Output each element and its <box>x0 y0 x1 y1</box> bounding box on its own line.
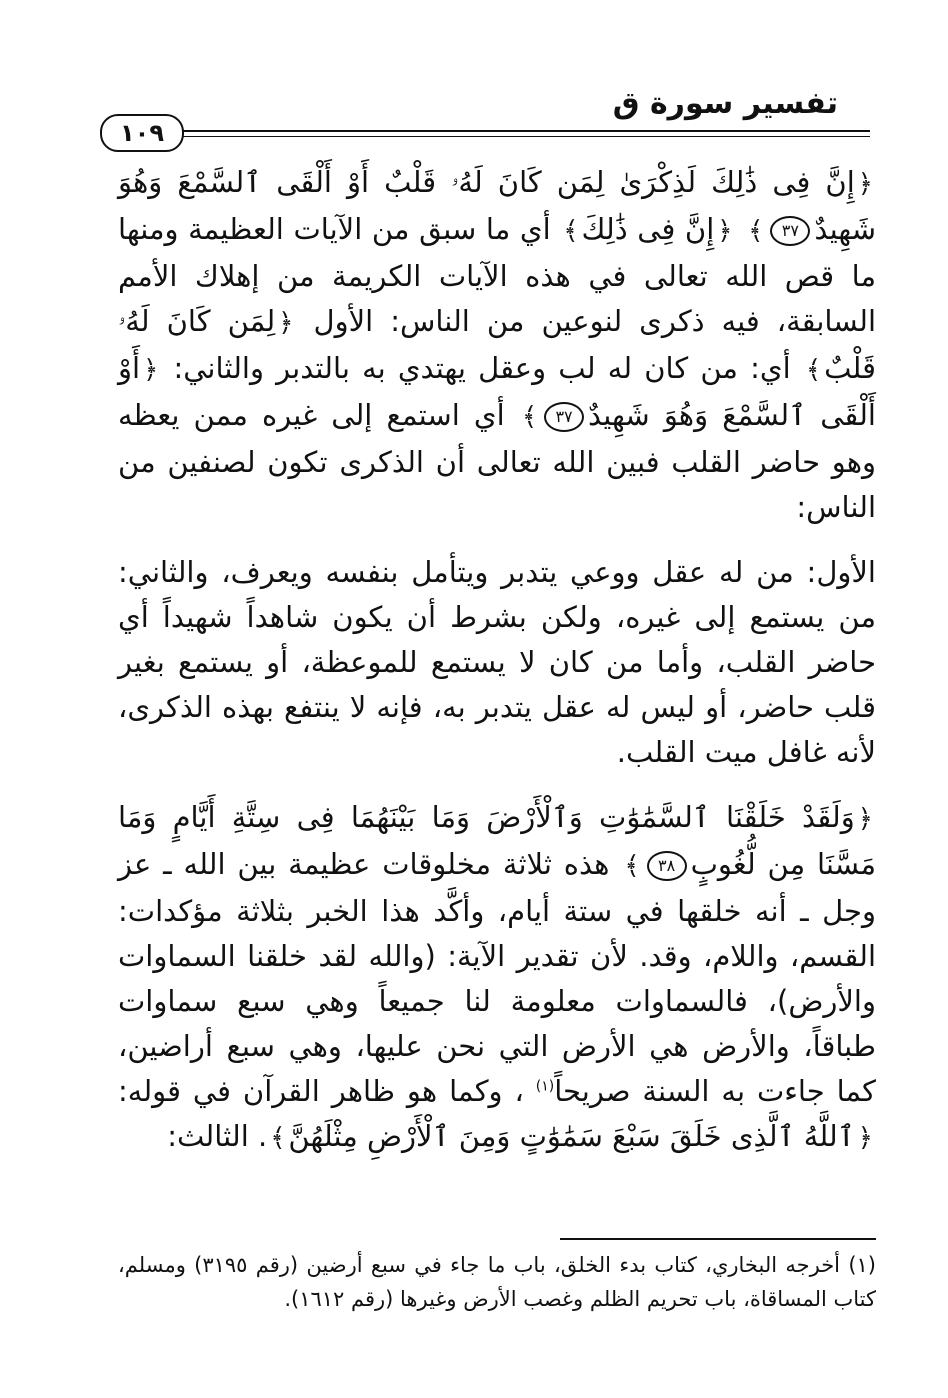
commentary-text: أي ما سبق من الآيات العظيمة ومنها ما قص الله تعالى في هذه الآيات الكريمة من إهلاك الأمم السابقة، فيه ذكرى لنوعين من الناس: الأول <box>118 212 877 338</box>
commentary-text: أي: من كان له لب وعقل يهتدي به بالتدبر والثاني: <box>173 351 791 385</box>
quran-verse: إِنَّ فِى ذَٰلِكَ <box>581 212 715 246</box>
commentary-text: هذه ثلاثة مخلوقات عظيمة بين الله ـ عز وجل ـ أنه خلقها في ستة أيام، وأكَّد هذا الخبر بثلاثة مؤكدات: القسم، واللام، وقد. لأن تقدير الآية: (والله لقد خلقنا السماوات والأرض)، فالسماوات معلومة لنا جميعاً وهي سبع سماوات طباقاً، والأرض هي الأرض التي نحن عليها، وهي سبع أراضين، كما جاءت به السنة صريحاً <box>118 847 876 1108</box>
quran-bracket-close: ﴾ <box>805 355 822 385</box>
quran-bracket-close: ﴾ <box>624 851 640 881</box>
quran-verse: وَلَقَدْ خَلَقْنَا ٱلسَّمَٰوَٰتِ وَٱلْأَرْضَ وَمَا بَيْنَهُمَا فِى سِتَّةِ أَيَّامٍ وَمَا مَسَّنَا مِن لُّغُوبٍ <box>118 800 877 881</box>
commentary-text: الأول: من له عقل ووعي يتدبر ويتأمل بنفسه ويعرف، والثاني: من يستمع إلى غيره، ولكن بشرط أن يكون شاهداً شهيداً أي حاضر القلب، وأما من كان لا يستمع للموعظة، أو يستمع بغير قلب حاضر، أو ليس له عقل يتدبر به، فإنه لا ينتفع بهذه الذكرى، لأنه غافل ميت القلب. <box>118 555 876 769</box>
ayah-number: ٣٨ <box>647 851 687 881</box>
quran-bracket-open: ﴿ <box>857 169 873 199</box>
quran-bracket-open: ﴿ <box>278 308 294 338</box>
ayah-number: ٣٧ <box>770 216 810 246</box>
quran-verse: ٱللَّهُ ٱلَّذِى خَلَقَ سَبْعَ سَمَٰوَٰتٍ وَمِنَ ٱلْأَرْضِ مِثْلَهُنَّ <box>288 1119 855 1153</box>
footnotes <box>118 1248 876 1316</box>
running-header-title: تفسير سورة ق <box>612 86 838 121</box>
ayah-number: ٣٧ <box>544 402 584 432</box>
header-rule-thick <box>180 130 870 132</box>
footnote-separator <box>560 1238 876 1240</box>
quran-bracket-close: ﴾ <box>563 216 579 246</box>
commentary-text: أي استمع إلى غيره ممن يعظه وهو حاضر القلب فبين الله تعالى أن الذكرى تكون لصنفين من الناس: <box>118 398 876 524</box>
commentary-text: . الثالث: <box>167 1119 268 1153</box>
paragraph-1 <box>118 160 876 530</box>
quran-verse: إِنَّ فِى ذَٰلِكَ لَذِكْرَىٰ لِمَن كَانَ لَهُۥ قَلْبٌ أَوْ أَلْقَى ٱلسَّمْعَ وَهُوَ شَهِيدٌ <box>118 165 876 246</box>
footnote-1: (١) أخرجه البخاري، كتاب بدء الخلق، باب ما جاء في سبع أرضين (رقم ٣١٩٥) ومسلم، كتاب المساقاة، باب تحريم الظلم وغصب الأرض وغيرها (رقم ١٦١٢). <box>118 1253 876 1311</box>
quran-bracket-open: ﴿ <box>857 1123 873 1153</box>
quran-bracket-open: ﴿ <box>717 216 733 246</box>
footnote-marker: (١) <box>535 1078 555 1095</box>
quran-bracket-open: ﴿ <box>143 355 159 385</box>
header-rule-thin <box>180 136 870 137</box>
paragraph-3 <box>118 795 876 1161</box>
quran-verse: لِمَن كَانَ لَهُۥ قَلْبٌ <box>118 304 877 385</box>
paragraph-gap <box>118 775 876 795</box>
quran-bracket-close: ﴾ <box>748 216 764 246</box>
quran-verse: أَوْ أَلْقَى ٱلسَّمْعَ وَهُوَ شَهِيدٌ <box>118 351 876 432</box>
quran-bracket-open: ﴿ <box>857 804 873 834</box>
quran-bracket-close: ﴾ <box>521 402 538 432</box>
paragraph-gap <box>118 530 876 550</box>
paragraph-2 <box>118 550 876 775</box>
commentary-text: ، وكما هو ظاهر القرآن في قوله: <box>118 1074 524 1108</box>
page-number: ١٠٩ <box>100 114 184 152</box>
page-body <box>118 160 876 1161</box>
quran-bracket-close: ﴾ <box>270 1123 286 1153</box>
